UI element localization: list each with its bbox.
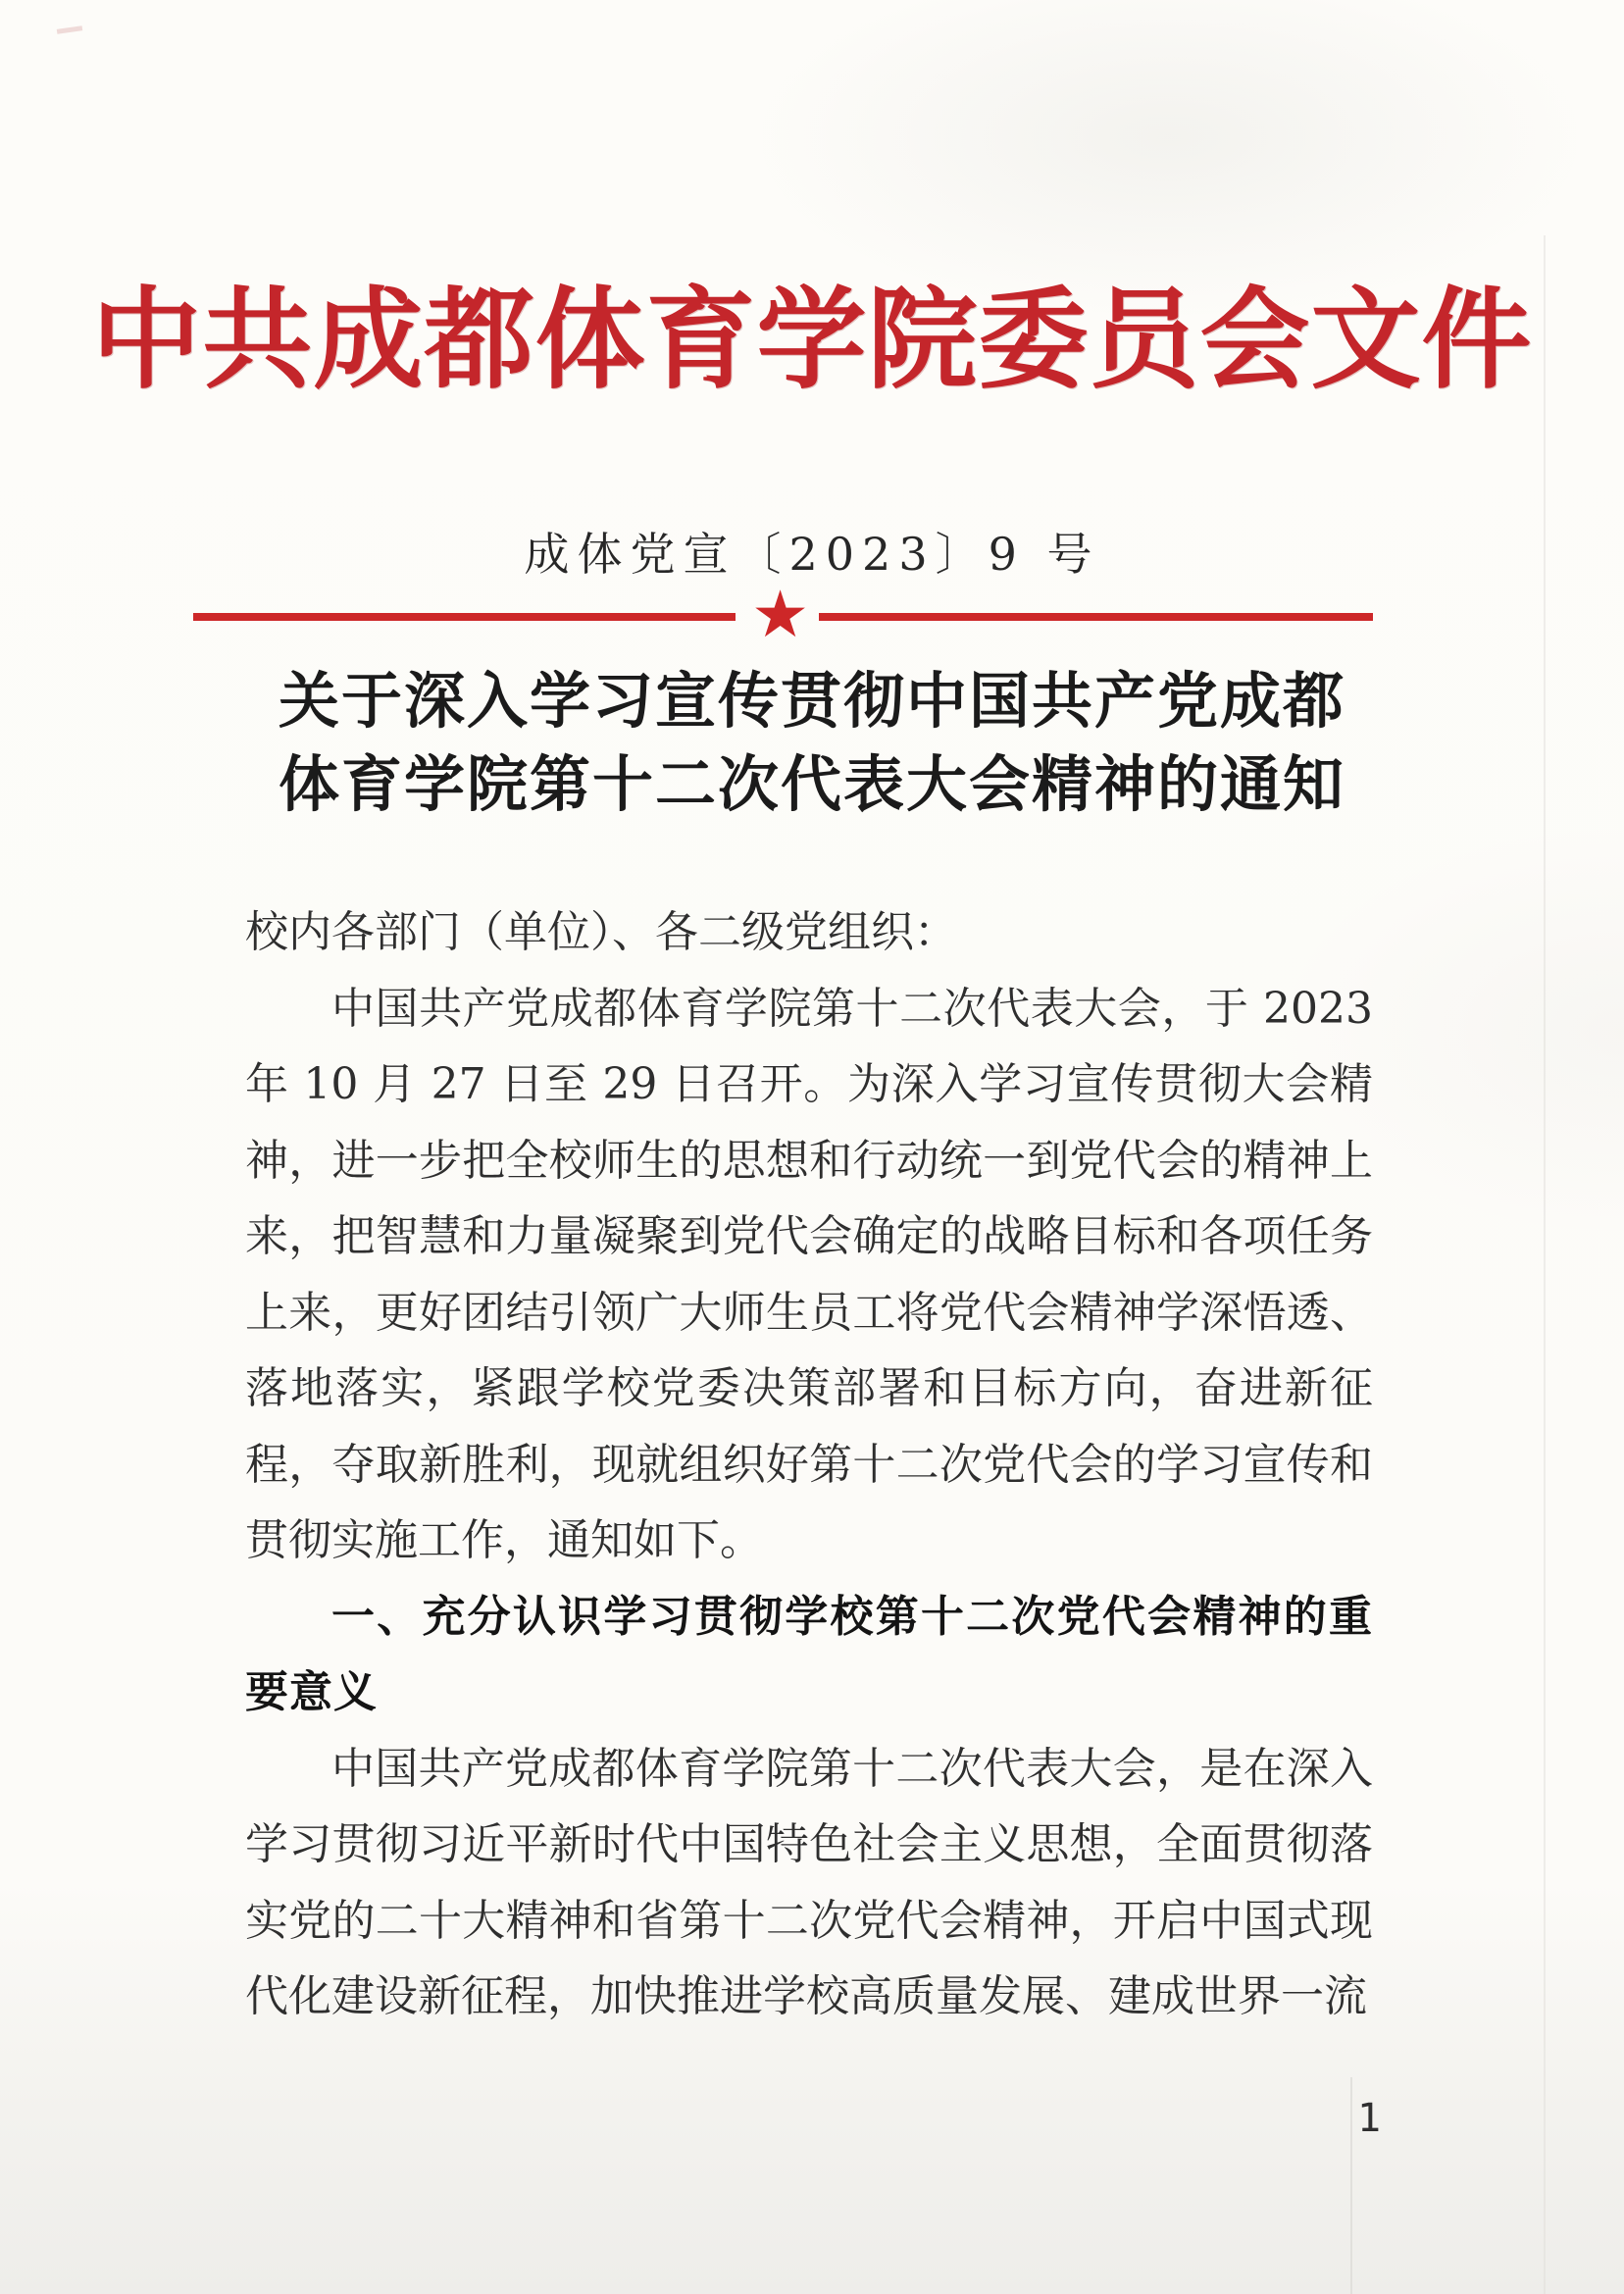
section-1-heading: 一、充分认识学习贯彻学校第十二次党代会精神的重要意义 bbox=[245, 1591, 1373, 1717]
scan-corner-mark bbox=[57, 25, 82, 34]
document-number: 成体党宣〔2023〕9 号 bbox=[524, 528, 1100, 581]
red-letterhead-title: 中共成都体育学院委员会文件 bbox=[91, 276, 1533, 404]
red-divider-rule bbox=[193, 577, 1373, 652]
salutation-line: 校内各部门（单位）、各二级党组织： bbox=[245, 907, 957, 957]
body-paragraph-2: 中国共产党成都体育学院第十二次代表大会，是在深入学习贯彻习近平新时代中国特色社会主义思想，全面贯彻落实党的二十大精神和省第十二次党代会精神，开启中国式现代化建设新征程，加快推进学校高质量发展、建成世界一流 bbox=[245, 1743, 1373, 2021]
red-rule-right-segment bbox=[819, 613, 1373, 621]
paper-edge-shadow-bottom bbox=[1350, 2077, 1352, 2294]
body-paragraph-1: 中国共产党成都体育学院第十二次代表大会，于 2023 年 10 月 27 日至 29 日召开。为深入学习宣传贯彻大会精神，进一步把全校师生的思想和行动统一到党代会的精神上来，把智慧和力量凝聚到党代会确定的战略目标和各项任务上来，更好团结引领广大师生员工将党代会精神学深悟透、落地落实，紧跟学校党委决策部署和目标方向，奋进新征程，夺取新胜利，现就组织好第十二次党代会的学习宣传和贯彻实施工作，通知如下。 bbox=[245, 983, 1373, 1565]
notice-title bbox=[0, 659, 1624, 826]
page-number: 1 bbox=[1357, 2096, 1382, 2141]
red-star-icon: ★ bbox=[751, 577, 810, 652]
document-body bbox=[245, 894, 1373, 2035]
notice-title-line2: 体育学院第十二次代表大会精神的通知 bbox=[278, 748, 1345, 820]
notice-title-line1: 关于深入学习宣传贯彻中国共产党成都 bbox=[278, 665, 1345, 737]
red-rule-left-segment bbox=[193, 613, 736, 621]
